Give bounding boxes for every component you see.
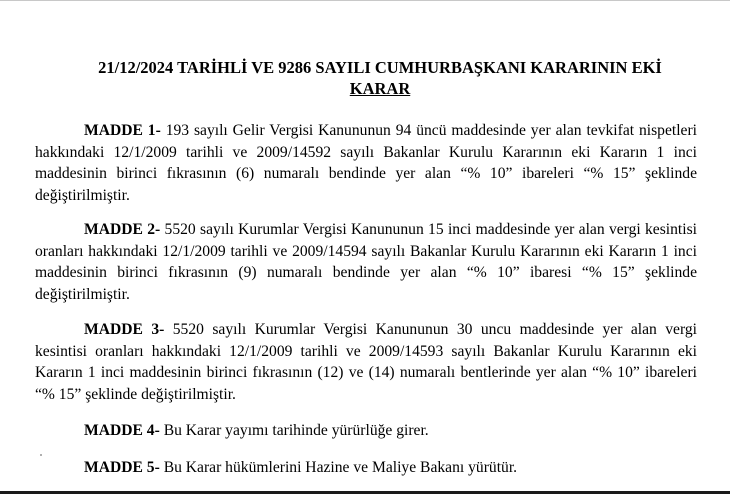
article-3 (35, 319, 697, 405)
article-5 (35, 457, 697, 479)
article-1-label: MADDE 1- (84, 122, 161, 139)
article-2 (35, 219, 697, 305)
article-5-label: MADDE 5- (84, 459, 160, 476)
document-title (30, 57, 730, 99)
article-1 (35, 120, 697, 206)
article-5-text: Bu Karar hükümlerini Hazine ve Maliye Bakanı yürütür. (159, 459, 518, 476)
article-3-label: MADDE 3- (84, 321, 165, 338)
article-4-label: MADDE 4- (84, 422, 160, 439)
article-4-text: Bu Karar yayımı tarihinde yürürlüğe girer. (159, 422, 429, 439)
title-line-2: KARAR (349, 79, 411, 98)
article-4 (35, 420, 697, 442)
article-2-label: MADDE 2- (84, 221, 161, 238)
scan-speck (40, 454, 42, 456)
article-1-text: 193 sayılı Gelir Vergisi Kanununun 94 üncü maddesinde yer alan tevkifat nispetleri hakkındaki 12/1/2009 tarihli ve 2009/14592 sayılı Bakanlar Kurulu Kararının eki Kararın 1 inci maddesinin birinci fıkrasının (6) numaralı bendinde yer alan “% 10” ibareleri “% 15” şeklinde değiştirilmiştir. (35, 122, 698, 204)
article-3-text: 5520 sayılı Kurumlar Vergisi Kanununun 30 uncu maddesinde yer alan vergi kesintisi oranları hakkındaki 12/1/2009 tarihli ve 2009/14593 sayılı Bakanlar Kurulu Kararının eki Kararın 1 inci maddesinin birinci fıkrasının (12) ve (14) numaralı bentlerinde yer alan “% 10” ibareleri “% 15” şeklinde değiştirilmiştir. (35, 321, 697, 403)
top-border (0, 0, 730, 1)
title-line-1: 21/12/2024 TARİHLİ VE 9286 SAYILI CUMHURBAŞKANI KARARININ EKİ (98, 58, 662, 77)
article-2-text: 5520 sayılı Kurumlar Vergisi Kanununun 15 inci maddesinde yer alan vergi kesintisi oranları hakkındaki 12/1/2009 tarihli ve 2009/14594 sayılı Bakanlar Kurulu Kararının eki Kararın 1 inci maddesinin birinci fıkrasının (9) numaralı bendinde yer alan “% 10” ibaresi “% 15” şeklinde değiştirilmiştir. (35, 221, 697, 303)
